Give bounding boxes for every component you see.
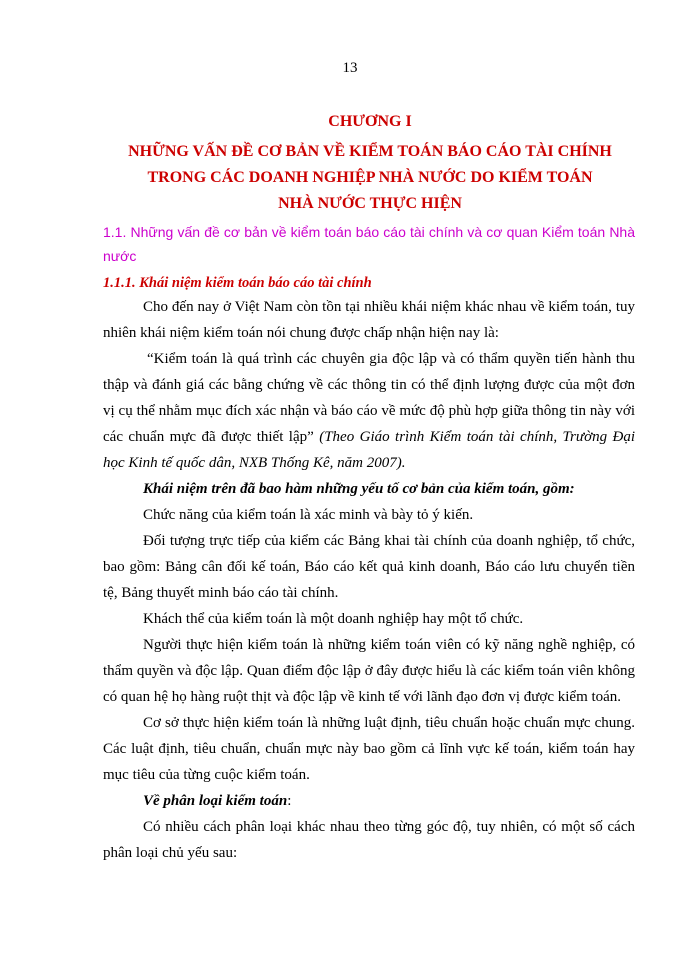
paragraph-classification-heading	[103, 788, 635, 814]
definition-quote-text: “Kiểm toán là quá trình các chuyên gia độc lập và có thẩm quyền tiến hành thu thập và đánh giá các bằng chứng về các thông tin có thể định lượng được của một đơn vị cụ thể nhằm mục đích xác nhận và báo cáo về mức độ phù hợp giữa thông tin này với các chuẩn mực đã được thiết lập”	[103, 351, 635, 445]
paragraph-intro: Cho đến nay ở Việt Nam còn tồn tại nhiều khái niệm khác nhau về kiểm toán, tuy nhiên khái niệm kiểm toán nói chung được chấp nhận hiện nay là:	[103, 299, 635, 341]
paragraph-client: Khách thể của kiểm toán là một doanh nghiệp hay một tổ chức.	[143, 611, 524, 627]
classification-heading-colon: :	[287, 793, 292, 809]
paragraph-auditor: Người thực hiện kiểm toán là những kiểm toán viên có kỹ năng nghề nghiệp, có thẩm quyền và độc lập. Quan điểm độc lập ở đây được hiểu là các kiểm toán viên không có quan hệ họ hàng ruột thịt và độc lập về kinh tế với lãnh đạo đơn vị được kiểm toán.	[103, 637, 635, 705]
paragraph-elements-heading: Khái niệm trên đã bao hàm những yếu tố cơ bản của kiểm toán, gồm:	[143, 481, 575, 497]
chapter-title-line-3: NHÀ NƯỚC THỰC HIỆN	[278, 195, 462, 212]
chapter-title-line-2: TRONG CÁC DOANH NGHIỆP NHÀ NƯỚC DO KIỂM TOÁN	[147, 169, 593, 186]
chapter-label: CHƯƠNG I	[328, 113, 412, 130]
paragraph-definition-quote	[103, 346, 635, 476]
definition-citation: (Theo Giáo trình Kiểm toán tài chính, Trường Đại học Kinh tế quốc dân, NXB Thống Kê, năm 2007).	[103, 429, 635, 471]
classification-heading-text: Về phân loại kiểm toán	[143, 793, 288, 809]
paragraph-basis: Cơ sở thực hiện kiểm toán là những luật định, tiêu chuẩn hoặc chuẩn mực chung. Các luật định, tiêu chuẩn, chuẩn mực này bao gồm cả lĩnh vực kế toán, kiểm toán hay mục tiêu của từng cuộc kiểm toán.	[103, 715, 635, 783]
chapter-title-line-1: NHỮNG VẤN ĐỀ CƠ BẢN VỀ KIỂM TOÁN BÁO CÁO TÀI CHÍNH	[128, 143, 612, 160]
section-heading-1-1: 1.1. Những vấn đề cơ bản về kiểm toán báo cáo tài chính và cơ quan Kiểm toán Nhà nước	[103, 224, 635, 264]
paragraph-object: Đối tượng trực tiếp của kiểm các Bảng khai tài chính của doanh nghiệp, tổ chức, bao gồm: Bảng cân đối kế toán, Báo cáo kết quả kinh doanh, Báo cáo lưu chuyển tiền tệ, Bảng thuyết minh báo cáo tài chính.	[103, 533, 635, 601]
section-heading-1-1-1: 1.1.1. Khái niệm kiểm toán báo cáo tài chính	[103, 275, 372, 291]
page-number: 13	[342, 60, 358, 76]
paragraph-classification-intro: Có nhiều cách phân loại khác nhau theo từng góc độ, tuy nhiên, có một số cách phân loại chủ yếu sau:	[103, 819, 635, 861]
paragraph-function: Chức năng của kiểm toán là xác minh và bày tỏ ý kiến.	[143, 507, 474, 523]
